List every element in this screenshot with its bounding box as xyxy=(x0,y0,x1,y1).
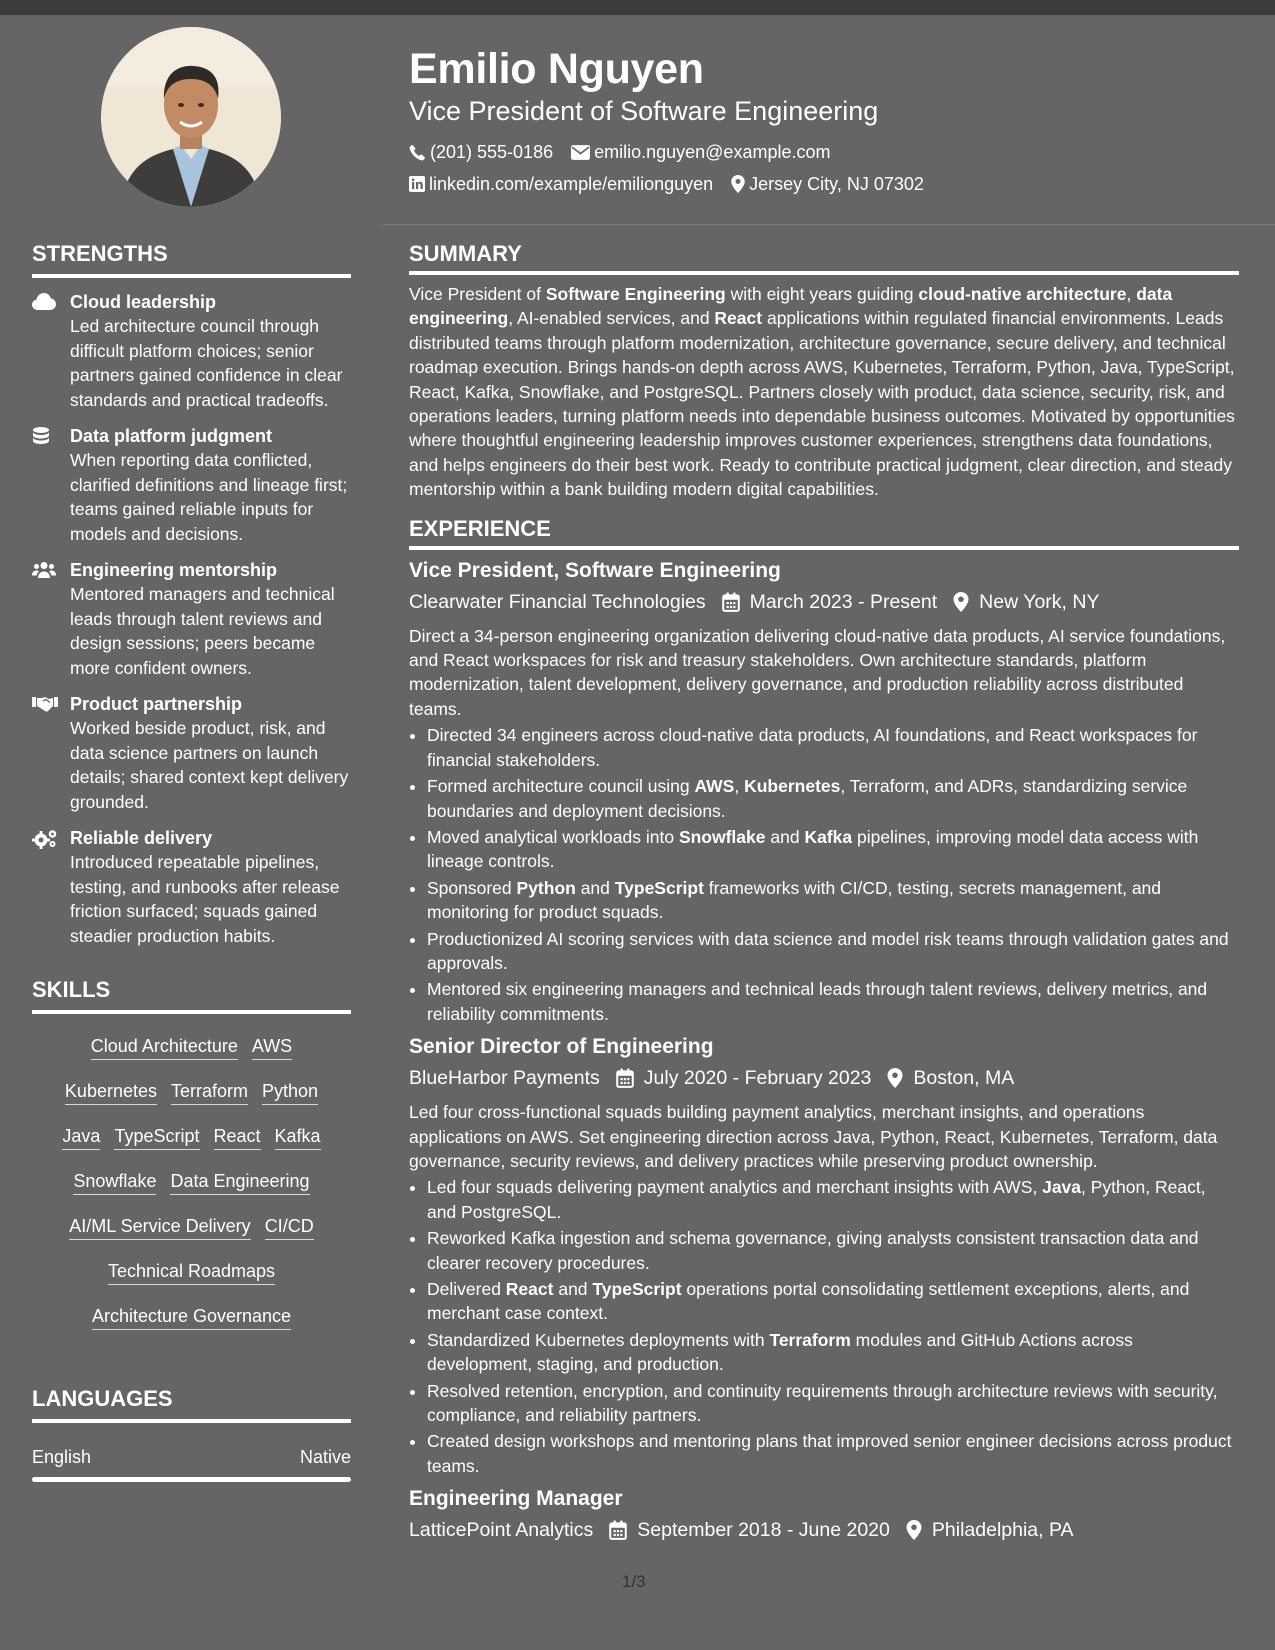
cloud-icon xyxy=(32,290,70,412)
summary-text xyxy=(409,282,1239,502)
skill-tag: Technical Roadmaps xyxy=(108,1258,275,1285)
skills-heading: SKILLS xyxy=(32,974,351,1014)
bold-text: React xyxy=(714,308,763,329)
strength-description: When reporting data conflicted, clarified definitions and lineage first; teams gained reliable inputs for models and decisions. xyxy=(70,450,348,544)
text-run: with eight years guiding xyxy=(725,284,919,304)
skills-list xyxy=(32,1024,351,1339)
strength-body xyxy=(70,692,351,814)
left-column xyxy=(32,238,351,1482)
strength-item xyxy=(32,692,351,814)
phone-text: (201) 555-0186 xyxy=(430,142,554,162)
text-run: Standardized Kubernetes deployments with xyxy=(427,1329,770,1350)
job-location-text: Philadelphia, PA xyxy=(931,1519,1074,1542)
text-run: Directed 34 engineers across cloud-native data products, AI foundations, and React workspaces for financial stakeholders. xyxy=(427,725,1198,770)
text-run: , xyxy=(734,776,745,797)
job-bullet xyxy=(427,1328,1239,1377)
job-bullets xyxy=(409,723,1239,1026)
handshake-icon xyxy=(32,692,70,814)
text-run: Vice President of xyxy=(409,284,546,304)
right-column xyxy=(409,239,1239,1546)
languages-heading: LANGUAGES xyxy=(32,1383,351,1423)
job-title: Engineering Manager xyxy=(409,1487,623,1511)
bold-text: cloud-native architecture xyxy=(918,284,1127,304)
resume-header xyxy=(409,44,1239,200)
job-bullet xyxy=(427,774,1239,823)
job-dates-text: July 2020 - February 2023 xyxy=(643,1067,872,1090)
skill-tag: Data Engineering xyxy=(170,1168,309,1195)
phone-contact[interactable] xyxy=(409,136,553,168)
text-run: modules and GitHub Actions across development, staging, and production. xyxy=(427,1329,1133,1375)
job-dates-text: March 2023 - Present xyxy=(749,590,938,613)
job-title: Senior Director of Engineering xyxy=(409,1035,714,1059)
text-run: and xyxy=(575,877,615,898)
job-location xyxy=(953,586,1099,618)
job-location xyxy=(887,1062,1014,1094)
job-bullet xyxy=(427,876,1239,925)
candidate-title: Vice President of Software Engineering xyxy=(409,96,879,126)
map-pin-icon xyxy=(906,1520,922,1540)
job-description: Led four cross-functional squads building payment analytics, merchant insights, and operations applications on AWS. Set engineering direction across Java, Python, React, Kubernetes, Terraform, data governance, security reviews, and delivery practices while preserving product ownership. xyxy=(409,1102,1218,1171)
skills-row xyxy=(40,1204,343,1249)
profile-photo xyxy=(101,27,281,207)
skills-row xyxy=(40,1249,343,1294)
job-bullet xyxy=(427,825,1239,874)
skill-tag: Cloud Architecture xyxy=(91,1033,238,1060)
strength-title: Engineering mentorship xyxy=(70,560,278,580)
experience-heading: EXPERIENCE xyxy=(409,514,1239,550)
text-run: , Terraform, and ADRs, standardizing service boundaries and deployment decisions. xyxy=(427,776,1188,821)
strength-body xyxy=(70,558,351,680)
job-bullets xyxy=(409,1175,1239,1478)
map-pin-icon xyxy=(953,592,969,612)
map-pin-icon xyxy=(887,1068,903,1088)
text-run: applications within regulated financial environments. Leads distributed teams through platform modernization, architecture governance, secure delivery, and technical roadmap execution. Brings hands-on depth across AWS, Kubernetes, Terraform, Python, Java, TypeScript, React, Kafka, Snowflake, and PostgreSQL. Partners closely with product, data science, security, risk, and operations leaders, turning platform needs into dependable business outcomes. Motivated by opportunities where thoughtful engineering leadership improves customer experiences, strengthens data foundations, and helps engineers do their best work. Ready to contribute practical judgment, clear direction, and steady mentorship within a bank building modern digital capabilities. xyxy=(409,308,1235,500)
bold-text: Terraform xyxy=(769,1329,851,1350)
linkedin-text: linkedin.com/example/emilionguyen xyxy=(429,174,714,194)
skill-tag: Java xyxy=(62,1123,100,1150)
experience-list xyxy=(409,556,1239,1547)
text-run: , Python, React, and PostgreSQL. xyxy=(427,1177,1206,1222)
job-meta xyxy=(409,586,1239,618)
location-text: Jersey City, NJ 07302 xyxy=(749,174,924,194)
job-meta xyxy=(409,1062,1239,1094)
email-icon xyxy=(571,145,590,160)
profile-photo-image xyxy=(101,27,281,207)
bold-text: data engineering xyxy=(409,284,1173,329)
text-run: Created design workshops and mentoring plans that improved senior engineer decisions across product teams. xyxy=(427,1431,1232,1476)
text-run: operations portal consolidating settlement exceptions, alerts, and merchant case context. xyxy=(427,1279,1190,1324)
skill-tag: Architecture Governance xyxy=(92,1303,291,1330)
linkedin-icon xyxy=(409,176,425,192)
job-company: Clearwater Financial Technologies xyxy=(409,590,706,613)
job-bullet xyxy=(427,977,1239,1026)
skills-row xyxy=(40,1114,343,1159)
job-bullet xyxy=(427,1175,1239,1224)
bold-text: Java xyxy=(1042,1177,1082,1198)
strength-title: Data platform judgment xyxy=(70,426,273,446)
job-bullet xyxy=(427,1379,1239,1428)
job-bullet xyxy=(427,1277,1239,1326)
gears-icon xyxy=(32,826,70,948)
header-divider xyxy=(382,224,1275,225)
bold-text: TypeScript xyxy=(592,1279,682,1299)
text-run: Led four squads delivering payment analytics and merchant insights with AWS, xyxy=(427,1177,1043,1198)
job-dates xyxy=(722,586,938,618)
skill-tag: Python xyxy=(262,1078,318,1105)
text-run: Resolved retention, encryption, and continuity requirements through architecture reviews with security, compliance, and reliability partners. xyxy=(427,1380,1218,1426)
language-item xyxy=(32,1445,351,1469)
job-title: Vice President, Software Engineering xyxy=(409,558,781,582)
job-bullet xyxy=(427,1429,1239,1478)
strength-description: Mentored managers and technical leads through talent reviews and design sessions; peers became more confident owners. xyxy=(70,584,335,678)
strength-body xyxy=(70,826,351,948)
job-location-text: New York, NY xyxy=(979,590,1100,613)
text-run: Moved analytical workloads into xyxy=(427,826,679,847)
skills-row xyxy=(40,1024,343,1069)
skill-tag: TypeScript xyxy=(114,1123,199,1150)
email-text: emilio.nguyen@example.com xyxy=(594,142,831,162)
job-entry xyxy=(409,1484,1239,1546)
job-dates-text: September 2018 - June 2020 xyxy=(637,1519,890,1542)
strength-title: Reliable delivery xyxy=(70,828,213,848)
database-icon xyxy=(32,424,70,546)
job-bullet xyxy=(427,927,1239,976)
skill-tag: React xyxy=(214,1123,261,1150)
text-run: Formed architecture council using xyxy=(427,776,695,797)
map-pin-icon xyxy=(731,175,745,193)
job-location-text: Boston, MA xyxy=(913,1067,1015,1090)
job-location xyxy=(906,1514,1074,1546)
job-bullet xyxy=(427,723,1239,772)
strength-title: Product partnership xyxy=(70,694,243,714)
top-bar xyxy=(0,0,1275,15)
strength-item xyxy=(32,826,351,948)
email-contact[interactable] xyxy=(571,136,830,168)
skill-tag: Kafka xyxy=(275,1123,321,1150)
text-run: Reworked Kafka ingestion and schema governance, giving analysts consistent transaction data and clearer recovery procedures. xyxy=(427,1228,1199,1273)
candidate-name: Emilio Nguyen xyxy=(409,45,704,93)
text-run: Productionized AI scoring services with data science and model risk teams through validation gates and approvals. xyxy=(427,928,1229,973)
skills-row xyxy=(40,1159,343,1204)
bold-text: React xyxy=(505,1279,554,1299)
strength-item xyxy=(32,290,351,412)
text-run: , xyxy=(1126,284,1137,304)
job-entry xyxy=(409,1032,1239,1478)
text-run: Sponsored xyxy=(427,877,517,898)
job-dates xyxy=(609,1514,890,1546)
calendar-icon xyxy=(616,1068,634,1088)
bold-text: AWS xyxy=(694,776,735,797)
job-bullet xyxy=(427,1226,1239,1275)
skills-row xyxy=(40,1294,343,1339)
strength-description: Introduced repeatable pipelines, testing, and runbooks after release friction surfaced; squads gained steadier production habits. xyxy=(70,852,340,946)
summary-heading: SUMMARY xyxy=(409,239,1239,275)
skill-tag: Snowflake xyxy=(73,1168,156,1195)
skill-tag: AWS xyxy=(252,1033,292,1060)
job-company: BlueHarbor Payments xyxy=(409,1067,600,1090)
bold-text: Kafka xyxy=(804,826,853,847)
strength-body xyxy=(70,424,351,546)
job-entry xyxy=(409,556,1239,1027)
strength-description: Led architecture council through difficult platform choices; senior partners gained confidence in clear standards and practical tradeoffs. xyxy=(70,316,343,410)
strength-body xyxy=(70,290,351,412)
language-level: Native xyxy=(299,1447,351,1467)
location-contact xyxy=(731,168,924,200)
contact-row-1 xyxy=(409,136,1239,168)
phone-icon xyxy=(409,144,426,161)
page-number: 1/3 xyxy=(622,1572,646,1591)
skill-tag: AI/ML Service Delivery xyxy=(69,1213,250,1240)
job-description: Direct a 34-person engineering organization delivering cloud-native data products, AI service foundations, and React workspaces for risk and treasury stakeholders. Own architecture standards, platform modernization, talent development, delivery governance, and production reliability across distributed teams. xyxy=(409,625,1226,719)
text-run: pipelines, improving model data access with lineage controls. xyxy=(427,826,1199,872)
strength-title: Cloud leadership xyxy=(70,292,217,312)
strengths-list xyxy=(32,290,351,948)
text-run: and xyxy=(553,1279,593,1299)
calendar-icon xyxy=(609,1520,627,1540)
bold-text: TypeScript xyxy=(614,877,704,898)
bold-text: Software Engineering xyxy=(545,284,726,304)
skill-tag: Kubernetes xyxy=(65,1078,157,1105)
bold-text: Python xyxy=(516,877,576,898)
skills-row xyxy=(40,1069,343,1114)
strength-description: Worked beside product, risk, and data science partners on launch details; shared context kept delivery grounded. xyxy=(70,718,349,812)
strength-item xyxy=(32,558,351,680)
calendar-icon xyxy=(722,592,740,612)
text-run: frameworks with CI/CD, testing, secrets management, and monitoring for product squads. xyxy=(427,877,1162,923)
job-meta xyxy=(409,1514,1239,1546)
language-level-bar xyxy=(32,1477,351,1482)
text-run: , AI-enabled services, and xyxy=(508,308,715,329)
skill-tag: CI/CD xyxy=(265,1213,314,1240)
users-icon xyxy=(32,558,70,680)
strength-item xyxy=(32,424,351,546)
text-run: Mentored six engineering managers and technical leads through talent reviews, delivery metrics, and reliability commitments. xyxy=(427,979,1208,1024)
language-name: English xyxy=(32,1447,92,1467)
bold-text: Kubernetes xyxy=(744,776,841,797)
linkedin-contact[interactable] xyxy=(409,168,713,200)
contact-row-2 xyxy=(409,168,1239,200)
text-run: and xyxy=(765,826,805,847)
bold-text: Snowflake xyxy=(678,826,766,847)
strengths-heading: STRENGTHS xyxy=(32,238,351,278)
job-dates xyxy=(616,1062,872,1094)
skill-tag: Terraform xyxy=(171,1078,248,1105)
text-run: Delivered xyxy=(427,1279,506,1299)
job-company: LatticePoint Analytics xyxy=(409,1519,594,1542)
